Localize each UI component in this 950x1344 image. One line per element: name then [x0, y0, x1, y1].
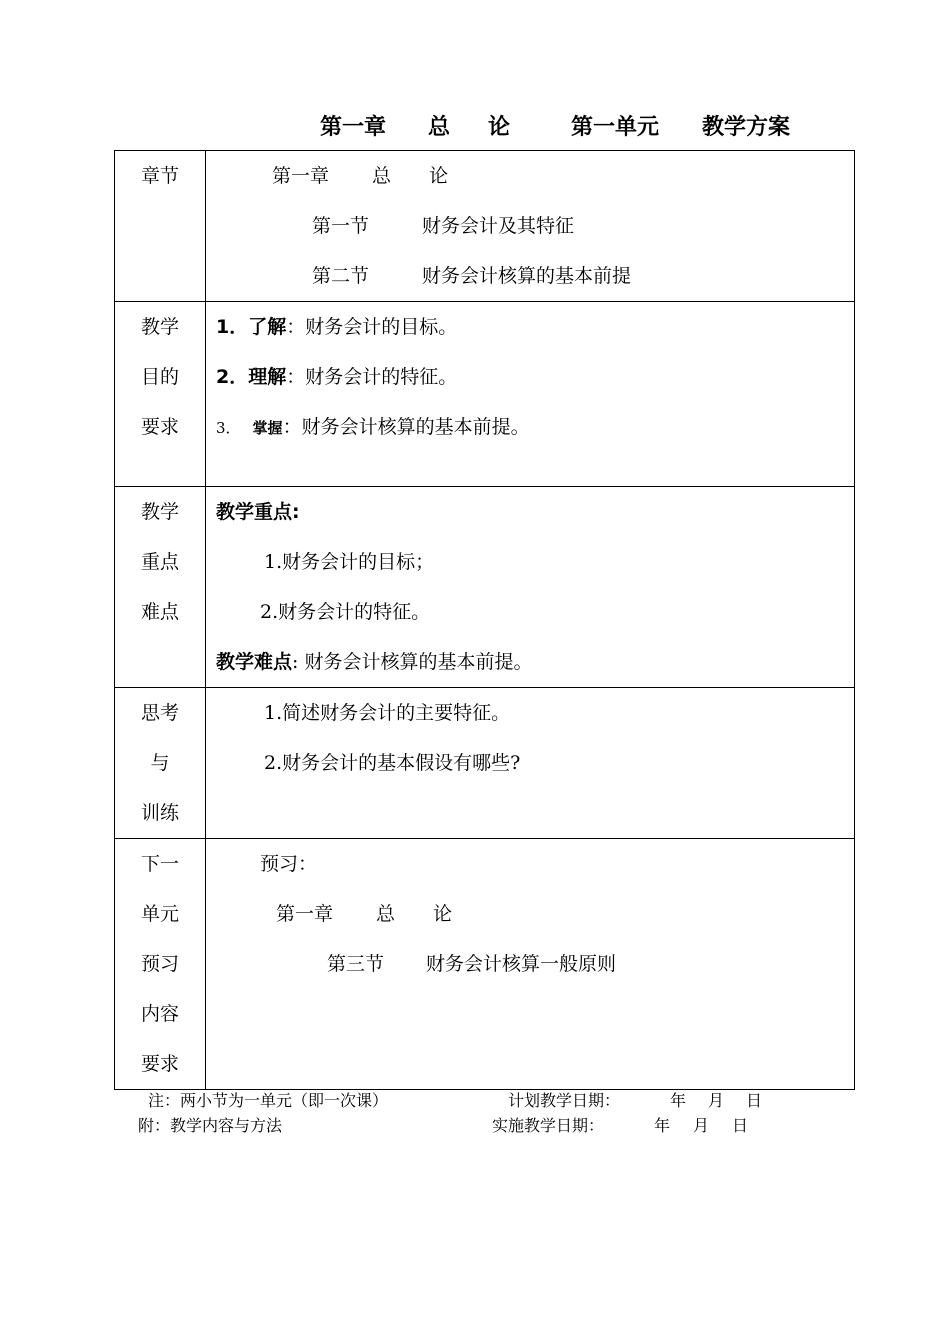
footer-note: 注：两小节为一单元（即一次课）	[148, 1091, 389, 1110]
focus-item-2: 2.财务会计的特征。	[260, 601, 431, 623]
row-label: 难点	[140, 601, 179, 623]
row-label: 目的	[140, 366, 179, 388]
goal-text: ：财务会计核算的基本前提。	[282, 416, 530, 438]
table-row-keypoints	[115, 487, 855, 688]
goal-keyword: 掌握	[252, 419, 283, 437]
row-label: 预习	[140, 953, 179, 975]
content-cell-goals	[206, 302, 855, 487]
content-cell-exercises	[206, 688, 855, 839]
row-label: 思考	[140, 702, 179, 724]
goal-item-1	[206, 302, 854, 352]
table-row-exercises	[115, 688, 855, 839]
focus-title: 教学重点	[216, 501, 293, 523]
title-chapter-name: 总	[428, 115, 451, 140]
section-title: 财务会计核算的基本前提	[422, 265, 632, 287]
table-row-preview	[115, 839, 855, 1090]
title-doc: 教学方案	[702, 115, 791, 140]
chapter-name-part2: 论	[429, 165, 449, 187]
label-cell-preview	[115, 839, 206, 1090]
section-title: 财务会计核算一般原则	[426, 953, 617, 975]
title-chapter: 第一章	[320, 115, 387, 140]
section-title: 财务会计及其特征	[422, 215, 575, 237]
row-label: 重点	[140, 551, 179, 573]
row-label: 教学	[140, 316, 179, 338]
label-cell-goals	[115, 302, 206, 487]
row-label: 单元	[140, 903, 179, 925]
difficulty-line	[206, 637, 854, 687]
footer-attachment: 附：教学内容与方法	[138, 1116, 283, 1135]
actual-month: 月	[693, 1116, 710, 1135]
section-number: 第二节	[312, 265, 370, 287]
chapter-name-part2: 论	[433, 903, 453, 925]
actual-date-label: 实施教学日期：	[492, 1116, 605, 1135]
label-cell-keypoints	[115, 487, 206, 688]
table-row-section	[115, 151, 855, 302]
section-chapter-line	[206, 151, 854, 201]
title-chapter-name2: 论	[488, 115, 511, 140]
title-unit: 第一单元	[571, 115, 660, 140]
row-label: 与	[150, 752, 170, 774]
content-cell-preview	[206, 839, 855, 1090]
row-label: 教学	[140, 501, 179, 523]
difficulty-title: 教学难点	[216, 651, 293, 673]
row-label: 要求	[140, 416, 179, 438]
content-cell-keypoints	[206, 487, 855, 688]
section-line-1	[206, 201, 854, 251]
goal-item-3	[206, 402, 854, 452]
plan-year: 年	[670, 1091, 687, 1110]
goal-text: ：财务会计的特征。	[286, 366, 458, 388]
row-label: 内容	[140, 1003, 179, 1025]
section-line-2	[206, 251, 854, 301]
focus-heading	[206, 487, 854, 537]
plan-date-label: 计划教学日期：	[508, 1091, 621, 1110]
goal-number: 3．	[216, 419, 241, 437]
row-label: 训练	[140, 802, 179, 824]
section-number: 第三节	[327, 953, 385, 975]
actual-day: 日	[732, 1116, 749, 1135]
goal-number: 2．	[216, 366, 249, 388]
goal-keyword: 理解	[248, 366, 287, 388]
chapter-name-part1: 总	[376, 903, 396, 925]
goal-keyword: 了解	[248, 316, 287, 338]
table-row-goals	[115, 302, 855, 487]
goal-text: ：财务会计的目标。	[286, 316, 458, 338]
chapter-number: 第一章	[276, 903, 334, 925]
teaching-plan-table	[114, 150, 855, 1090]
document-title	[0, 110, 950, 142]
difficulty-text: : 财务会计核算的基本前提。	[292, 651, 533, 673]
section-number: 第一节	[312, 215, 370, 237]
preview-section-line	[206, 939, 854, 989]
row-label: 要求	[140, 1053, 179, 1075]
exercise-item-2: 2.财务会计的基本假设有哪些?	[264, 752, 521, 774]
label-cell-exercises	[115, 688, 206, 839]
row-label: 章节	[140, 165, 179, 187]
goal-item-2	[206, 352, 854, 402]
focus-colon: :	[292, 501, 300, 523]
plan-day: 日	[746, 1091, 763, 1110]
goal-number: 1．	[216, 316, 249, 338]
row-label: 下一	[140, 853, 179, 875]
chapter-number: 第一章	[272, 165, 330, 187]
focus-item-1: 1.财务会计的目标；	[264, 551, 435, 573]
exercise-item-1: 1.简述财务会计的主要特征。	[264, 702, 511, 724]
actual-year: 年	[654, 1116, 671, 1135]
plan-month: 月	[708, 1091, 725, 1110]
preview-chapter-line	[206, 889, 854, 939]
content-cell-section	[206, 151, 855, 302]
preview-heading: 预习：	[260, 853, 318, 875]
chapter-name-part1: 总	[372, 165, 392, 187]
label-cell-section	[115, 151, 206, 302]
